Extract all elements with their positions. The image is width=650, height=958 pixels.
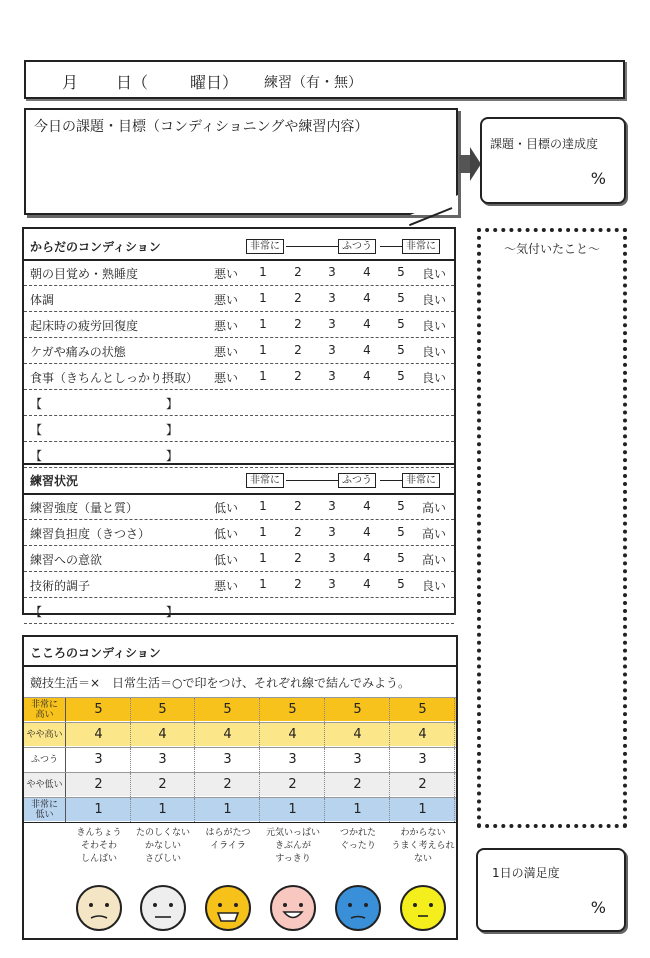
arrow-right-icon: [459, 145, 481, 185]
bracket-close: 】: [166, 605, 179, 619]
rating-option-5[interactable]: 5: [397, 369, 405, 383]
mood-level-label: 非常に 低い: [24, 798, 66, 822]
body-condition-section: [22, 227, 456, 619]
rating-option-2[interactable]: 2: [294, 265, 302, 279]
rating-option-1[interactable]: 1: [259, 343, 267, 357]
rating-option-1[interactable]: 1: [259, 265, 267, 279]
rating-option-3[interactable]: 3: [328, 317, 336, 331]
rating-option-5[interactable]: 5: [397, 499, 405, 513]
mood-level-label: やや高い: [24, 723, 66, 747]
rating-option-4[interactable]: 4: [363, 317, 371, 331]
bracket-open: 【: [30, 397, 43, 411]
scale-left: 非常に: [246, 473, 284, 488]
condition-row: [24, 494, 454, 520]
satisfaction-box[interactable]: [476, 848, 626, 932]
rating-option-5[interactable]: 5: [397, 551, 405, 565]
row-label: 食事（きちんとしっかり摂取）: [30, 371, 199, 385]
rating-option-5[interactable]: 5: [397, 317, 405, 331]
rating-option-2[interactable]: 2: [294, 343, 302, 357]
rating-option-1[interactable]: 1: [259, 577, 267, 591]
bracket-close: 】: [166, 449, 179, 463]
satisfaction-unit: %: [590, 898, 606, 917]
feeling-label: たのしくない かなしい さびしい: [135, 828, 190, 864]
mood-level-label: やや低い: [24, 773, 66, 797]
mood-face-icon: [74, 883, 124, 933]
scale-low-label: 悪い: [214, 293, 239, 307]
mood-cell[interactable]: 1: [261, 798, 325, 822]
scale-low-label: 低い: [214, 501, 239, 515]
condition-row: [24, 260, 454, 286]
mood-cell[interactable]: 2: [67, 773, 131, 797]
scale-header-body: [246, 239, 446, 255]
mood-cell[interactable]: 2: [196, 773, 260, 797]
rating-option-4[interactable]: 4: [363, 369, 371, 383]
condition-row: [24, 546, 454, 572]
mood-level-label: 非常に 高い: [24, 698, 66, 722]
mood-cell[interactable]: 1: [196, 798, 260, 822]
mood-cell[interactable]: 5: [196, 698, 260, 722]
row-label: 朝の目覚め・熟睡度: [30, 267, 139, 281]
scale-high-label: 良い: [422, 345, 447, 359]
rating-option-2[interactable]: 2: [294, 577, 302, 591]
rating-option-2[interactable]: 2: [294, 317, 302, 331]
weekday-label: 曜日）: [190, 73, 239, 92]
rating-option-3[interactable]: 3: [328, 525, 336, 539]
feeling-label: きんちょう そわそわ しんぱい: [76, 828, 122, 864]
condition-row: [24, 364, 454, 390]
mood-cell[interactable]: 1: [326, 798, 390, 822]
achievement-label: 課題・目標の達成度: [490, 137, 599, 151]
page-curl-icon: [410, 195, 458, 215]
mood-level-row: [24, 797, 456, 821]
notes-title: 〜気付いたこと〜: [503, 242, 600, 256]
custom-row[interactable]: [24, 416, 454, 442]
scale-mid: ふつう: [338, 473, 376, 488]
rating-option-4[interactable]: 4: [363, 499, 371, 513]
scale-high-label: 良い: [422, 267, 447, 281]
rating-option-2[interactable]: 2: [294, 499, 302, 513]
mood-cell[interactable]: 3: [196, 748, 260, 772]
condition-row: [24, 338, 454, 364]
day-label: 日（: [116, 73, 149, 92]
notes-box[interactable]: [477, 228, 627, 828]
mood-cell[interactable]: 2: [391, 773, 455, 797]
scale-high-label: 高い: [422, 553, 447, 567]
rating-option-3[interactable]: 3: [328, 577, 336, 591]
rating-option-4[interactable]: 4: [363, 265, 371, 279]
goal-title: 今日の課題・目標（コンディショニングや練習内容）: [34, 119, 369, 135]
mood-face-icon: [138, 883, 188, 933]
practice-status-title: 練習状況: [30, 474, 79, 488]
rating-option-1[interactable]: 1: [259, 499, 267, 513]
mood-level-row: [24, 747, 456, 771]
month-label: 月: [62, 73, 79, 92]
mood-cell[interactable]: 5: [67, 698, 131, 722]
scale-high-label: 良い: [422, 371, 447, 385]
rating-option-5[interactable]: 5: [397, 525, 405, 539]
mood-cell[interactable]: 1: [131, 798, 195, 822]
date-header: [24, 60, 625, 99]
achievement-unit: %: [590, 169, 606, 188]
mood-face-icon: [203, 883, 253, 933]
feeling-label: わからない うまく考えられ ない: [391, 828, 455, 864]
mind-condition-title: こころのコンディション: [30, 646, 161, 660]
condition-row: [24, 312, 454, 338]
condition-row: [24, 572, 454, 598]
mood-level-label: ふつう: [24, 748, 66, 772]
mood-cell[interactable]: 5: [131, 698, 195, 722]
bracket-open: 【: [30, 605, 43, 619]
mood-cell[interactable]: 4: [261, 723, 325, 747]
rating-option-1[interactable]: 1: [259, 369, 267, 383]
rating-option-3[interactable]: 3: [328, 343, 336, 357]
rating-option-4[interactable]: 4: [363, 577, 371, 591]
rating-option-4[interactable]: 4: [363, 291, 371, 305]
rating-option-3[interactable]: 3: [328, 265, 336, 279]
scale-low-label: 悪い: [214, 371, 239, 385]
mind-instruction: 競技生活＝× 日常生活＝○で印をつけ、それぞれ線で結んでみよう。: [30, 676, 411, 690]
scale-mid: ふつう: [338, 239, 376, 254]
mood-cell[interactable]: 3: [131, 748, 195, 772]
scale-right: 非常に: [402, 473, 440, 488]
practice-label: 練習（有・無）: [264, 75, 362, 91]
mood-face-icon: [398, 883, 448, 933]
rating-option-4[interactable]: 4: [363, 525, 371, 539]
mood-face-icon: [268, 883, 318, 933]
satisfaction-label: 1日の満足度: [492, 866, 560, 880]
scale-high-label: 高い: [422, 527, 447, 541]
rating-option-1[interactable]: 1: [259, 525, 267, 539]
mood-level-row: [24, 772, 456, 796]
scale-high-label: 良い: [422, 293, 447, 307]
mood-cell[interactable]: 4: [326, 723, 390, 747]
condition-row: [24, 286, 454, 312]
rating-option-3[interactable]: 3: [328, 551, 336, 565]
rating-option-5[interactable]: 5: [397, 291, 405, 305]
scale-high-label: 良い: [422, 579, 447, 593]
mood-cell[interactable]: 1: [67, 798, 131, 822]
custom-row[interactable]: [24, 390, 454, 416]
body-condition-title: からだのコンディション: [30, 240, 161, 254]
mood-cell[interactable]: 2: [261, 773, 325, 797]
row-label: ケガや痛みの状態: [30, 345, 126, 359]
bracket-close: 】: [166, 423, 179, 437]
mood-cell[interactable]: 2: [326, 773, 390, 797]
rating-option-2[interactable]: 2: [294, 551, 302, 565]
scale-low-label: 低い: [214, 527, 239, 541]
rating-option-3[interactable]: 3: [328, 291, 336, 305]
mood-cell[interactable]: 3: [391, 748, 455, 772]
mood-face-icon: [333, 883, 383, 933]
scale-left: 非常に: [246, 239, 284, 254]
mood-cell[interactable]: 3: [261, 748, 325, 772]
feeling-label: はらがたつ イライラ: [205, 828, 251, 851]
rating-option-3[interactable]: 3: [328, 369, 336, 383]
rating-option-5[interactable]: 5: [397, 265, 405, 279]
scale-low-label: 悪い: [214, 267, 239, 281]
row-label: 技術的調子: [30, 579, 91, 593]
rating-option-2[interactable]: 2: [294, 369, 302, 383]
achievement-box[interactable]: [480, 117, 626, 204]
rating-option-1[interactable]: 1: [259, 551, 267, 565]
mood-level-row: [24, 697, 456, 721]
mood-cell[interactable]: 2: [131, 773, 195, 797]
bracket-close: 】: [166, 397, 179, 411]
scale-low-label: 悪い: [214, 345, 239, 359]
mood-cell[interactable]: 4: [131, 723, 195, 747]
mood-cell[interactable]: 5: [261, 698, 325, 722]
scale-low-label: 悪い: [214, 319, 239, 333]
rating-option-2[interactable]: 2: [294, 525, 302, 539]
mood-cell[interactable]: 4: [196, 723, 260, 747]
row-label: 練習負担度（きつさ）: [30, 527, 151, 541]
rating-option-5[interactable]: 5: [397, 343, 405, 357]
feeling-label: 元気いっぱい きぶんが すっきり: [265, 828, 320, 864]
row-label: 練習強度（量と質）: [30, 501, 139, 515]
rating-option-1[interactable]: 1: [259, 317, 267, 331]
bracket-open: 【: [30, 423, 43, 437]
custom-row[interactable]: [24, 598, 454, 624]
scale-low-label: 悪い: [214, 579, 239, 593]
mood-level-row: [24, 722, 456, 746]
row-label: 練習への意欲: [30, 553, 103, 567]
rating-option-5[interactable]: 5: [397, 577, 405, 591]
scale-header-practice: [246, 473, 446, 489]
feeling-label: つかれた ぐったり: [339, 828, 376, 851]
mood-cell[interactable]: 5: [391, 698, 455, 722]
mood-cell[interactable]: 4: [391, 723, 455, 747]
mood-cell[interactable]: 4: [67, 723, 131, 747]
rating-option-4[interactable]: 4: [363, 343, 371, 357]
bracket-open: 【: [30, 449, 43, 463]
rating-option-3[interactable]: 3: [328, 499, 336, 513]
row-label: 起床時の疲労回復度: [30, 319, 139, 333]
mood-cell[interactable]: 3: [67, 748, 131, 772]
scale-high-label: 高い: [422, 501, 447, 515]
mood-cell[interactable]: 3: [326, 748, 390, 772]
condition-row: [24, 520, 454, 546]
rating-option-4[interactable]: 4: [363, 551, 371, 565]
goal-box[interactable]: [24, 108, 458, 215]
mood-cell[interactable]: 5: [326, 698, 390, 722]
rating-option-2[interactable]: 2: [294, 291, 302, 305]
scale-low-label: 低い: [214, 553, 239, 567]
mood-cell[interactable]: 1: [391, 798, 455, 822]
row-label: 体調: [30, 293, 55, 307]
scale-high-label: 良い: [422, 319, 447, 333]
rating-option-1[interactable]: 1: [259, 291, 267, 305]
mind-condition-section: [22, 635, 458, 940]
scale-right: 非常に: [402, 239, 440, 254]
